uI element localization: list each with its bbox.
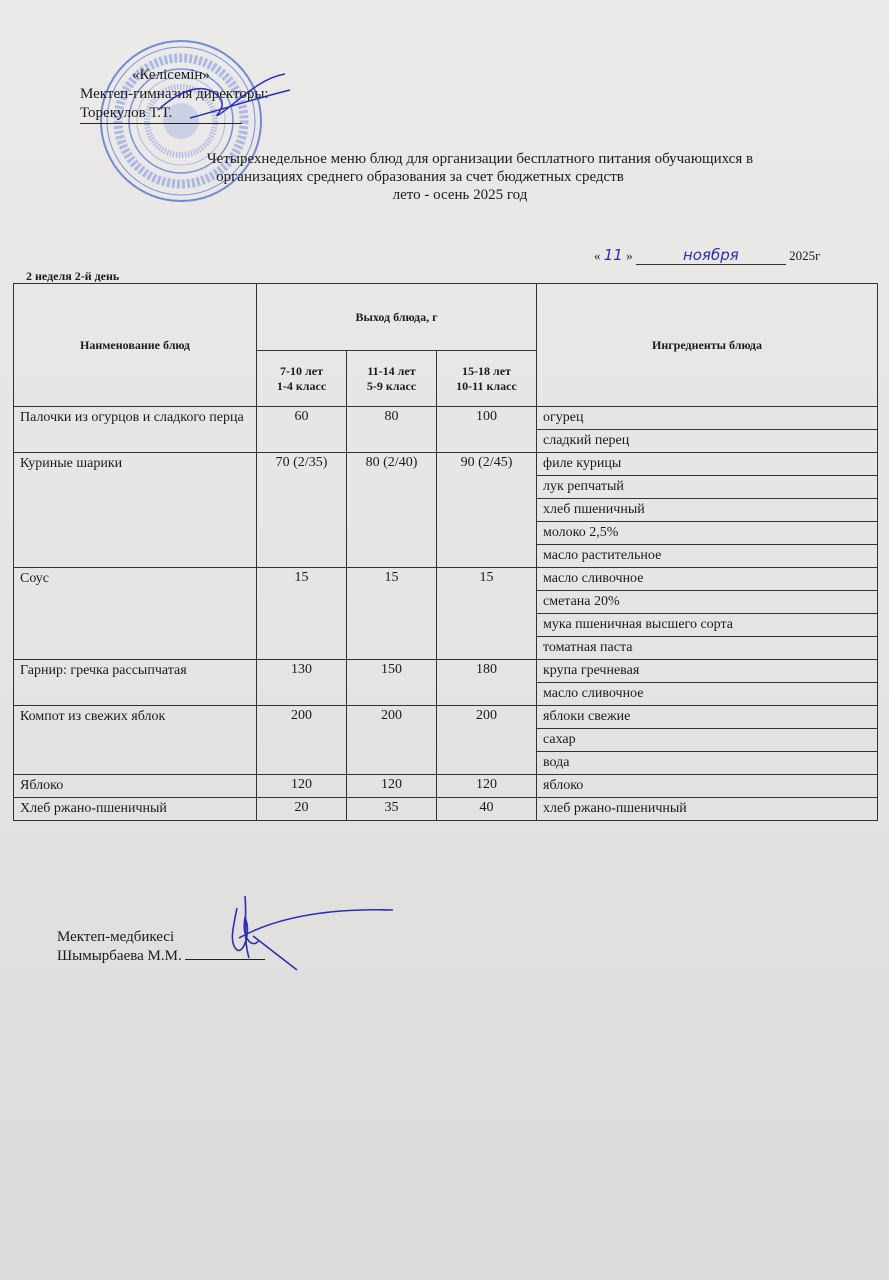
date-quote-close: » (626, 248, 633, 263)
nurse-name: Шымырбаева М.М. (57, 948, 182, 964)
table-row (14, 775, 878, 798)
dish-name: Куриные шарики (14, 453, 257, 568)
portion-15-18: 40 (437, 798, 537, 821)
ingredient: яблоко (537, 775, 878, 798)
ingredient: лук репчатый (537, 476, 878, 499)
portion-11-14: 15 (347, 568, 437, 660)
ingredient: хлеб ржано-пшеничный (537, 798, 878, 821)
approval-heading: «Келісемін» (132, 67, 210, 83)
ingredient: хлеб пшеничный (537, 499, 878, 522)
header-ingredients: Ингредненты блюда (537, 284, 878, 407)
table-row (14, 407, 878, 430)
ingredient: мука пшеничная высшего сорта (537, 614, 878, 637)
nurse-position: Мектеп-медбикесі (57, 929, 175, 945)
header-age-group-2: 11-14 лет 5-9 класс (347, 351, 437, 407)
ingredient: сахар (537, 729, 878, 752)
document-title (100, 150, 860, 204)
ingredient: молоко 2,5% (537, 522, 878, 545)
table-row (14, 660, 878, 683)
date-field (594, 246, 820, 265)
portion-7-10: 60 (257, 407, 347, 453)
director-name: Торекулов Т.Т. (80, 104, 242, 124)
nurse-signature (215, 888, 395, 973)
dish-name: Компот из свежих яблок (14, 706, 257, 775)
date-month: ноября (682, 246, 739, 264)
ingredient: крупа гречневая (537, 660, 878, 683)
ingredient: томатная паста (537, 637, 878, 660)
dish-name: Яблоко (14, 775, 257, 798)
portion-11-14: 80 (2/40) (347, 453, 437, 568)
dish-name: Палочки из огурцов и сладкого перца (14, 407, 257, 453)
week-day-label: 2 неделя 2-й день (26, 269, 120, 283)
title-line-2: организациях среднего образования за счет бюджетных средств (216, 169, 624, 185)
portion-11-14: 200 (347, 706, 437, 775)
table-row (14, 706, 878, 729)
header-output: Выход блюда, г (257, 284, 537, 351)
title-line-1: Четырехнедельное меню блюд для организации бесплатного питания обучающихся в (206, 151, 754, 167)
header-age-group-1: 7-10 лет 1-4 класс (257, 351, 347, 407)
portion-7-10: 120 (257, 775, 347, 798)
table-row (14, 798, 878, 821)
ingredient: сметана 20% (537, 591, 878, 614)
portion-11-14: 80 (347, 407, 437, 453)
table-row (14, 453, 878, 476)
portion-11-14: 120 (347, 775, 437, 798)
dish-name: Гарнир: гречка рассыпчатая (14, 660, 257, 706)
date-year: 2025г (789, 248, 821, 263)
portion-15-18: 180 (437, 660, 537, 706)
portion-15-18: 90 (2/45) (437, 453, 537, 568)
portion-15-18: 100 (437, 407, 537, 453)
approval-position: Мектеп-гимназия директоры: (80, 86, 269, 102)
title-line-3: лето - осень 2025 год (392, 187, 528, 203)
date-day: 11 (603, 246, 623, 264)
ingredient: яблоки свежие (537, 706, 878, 729)
portion-7-10: 200 (257, 706, 347, 775)
portion-15-18: 15 (437, 568, 537, 660)
dish-name: Соус (14, 568, 257, 660)
ingredient: вода (537, 752, 878, 775)
header-dish: Нанменование блюд (14, 284, 257, 407)
portion-15-18: 120 (437, 775, 537, 798)
table-row (14, 568, 878, 591)
header-age-group-3: 15-18 лет 10-11 класс (437, 351, 537, 407)
dish-name: Хлеб ржано-пшеничный (14, 798, 257, 821)
portion-7-10: 130 (257, 660, 347, 706)
date-quote-open: « (594, 248, 601, 263)
director-signature (150, 70, 300, 140)
ingredient: огурец (537, 407, 878, 430)
ingredient: масло сливочное (537, 683, 878, 706)
portion-11-14: 150 (347, 660, 437, 706)
ingredient: масло сливочное (537, 568, 878, 591)
portion-15-18: 200 (437, 706, 537, 775)
portion-7-10: 20 (257, 798, 347, 821)
portion-7-10: 15 (257, 568, 347, 660)
ingredient: филе курицы (537, 453, 878, 476)
portion-11-14: 35 (347, 798, 437, 821)
ingredient: масло растительное (537, 545, 878, 568)
ingredient: сладкий перец (537, 430, 878, 453)
menu-table (13, 283, 878, 821)
portion-7-10: 70 (2/35) (257, 453, 347, 568)
